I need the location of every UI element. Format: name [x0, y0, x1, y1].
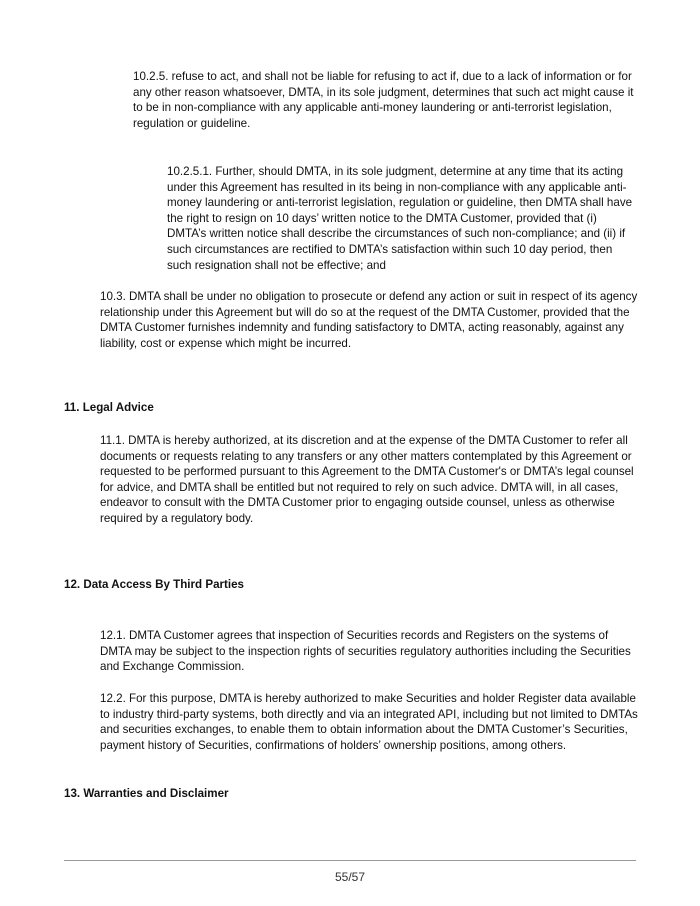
text-line: DMTA’s written notice shall describe the circumstances of such non-compliance; and (ii) if — [167, 227, 626, 241]
page-number: 55/57 — [334, 870, 366, 884]
text-line: relationship under this Agreement but will do so at the request of the DMTA Customer, provided that the — [100, 305, 630, 319]
text-line: DMTA may be subject to the inspection rights of securities regulatory authorities including the Securities — [100, 644, 631, 658]
text-line: endeavor to consult with the DMTA Customer prior to engaging outside counsel, unless as otherwise — [100, 496, 615, 510]
text-line: money laundering or anti-terrorist legislation, regulation or guideline, then DMTA shall have — [167, 196, 633, 210]
text-line: regulation or guideline. — [133, 116, 251, 130]
clause-12-1 — [100, 628, 631, 675]
text-line: 10.2.5. refuse to act, and shall not be liable for refusing to act if, due to a lack of information or for — [133, 70, 632, 83]
text-line: to industry third-party systems, both directly and via an integrated API, including but not limited to DMTAs — [100, 707, 638, 721]
text-line: 10.2.5.1. Further, should DMTA, in its sole judgment, determine at any time that its acting — [167, 165, 624, 178]
text-line: under this Agreement has resulted in its being in non-compliance with any applicable anti- — [167, 180, 627, 194]
text-line: such circumstances are rectified to DMTA’s satisfaction within such 10 day period, then — [167, 242, 613, 256]
text-line: and securities exchanges, to enable them to obtain information about the DMTA Customer’s Securities, — [100, 723, 628, 737]
clause-10-2-5-1 — [167, 164, 632, 273]
text-line: liability, cost or expense which might be incurred. — [100, 336, 352, 350]
text-line: the right to resign on 10 days’ written notice to the DMTA Customer, provided that (i) — [167, 211, 597, 225]
clause-10-3 — [100, 289, 637, 351]
text-line: any other reason whatsoever, DMTA, in its sole judgment, determines that such act might cause it — [133, 85, 634, 99]
clause-10-2-5 — [133, 69, 634, 131]
text-line: and Exchange Commission. — [100, 660, 245, 674]
text-line: DMTA Customer furnishes indemnity and funding satisfactory to DMTA, acting reasonably, against any — [100, 321, 624, 335]
section-heading-11: 11. Legal Advice — [64, 401, 154, 414]
footer-divider — [64, 860, 636, 861]
section-heading-12: 12. Data Access By Third Parties — [64, 578, 245, 591]
text-line: requested to be performed pursuant to this Agreement to the DMTA Customer's or DMTA’s legal counsel — [100, 465, 634, 479]
text-line: 12.2. For this purpose, DMTA is hereby authorized to make Securities and holder Register data available — [100, 692, 636, 705]
text-line: 11.1. DMTA is hereby authorized, at its discretion and at the expense of the DMTA Customer to refer all — [100, 434, 628, 447]
text-line: 10.3. DMTA shall be under no obligation to prosecute or defend any action or suit in respect of its agency — [100, 290, 638, 303]
text-line: for advice, and DMTA shall be entitled but not required to rely on such advice. DMTA will, in all cases, — [100, 480, 619, 494]
clause-12-2 — [100, 691, 638, 753]
text-line: required by a regulatory body. — [100, 511, 254, 525]
text-line: payment history of Securities, confirmations of holders’ ownership positions, among others. — [100, 738, 567, 752]
clause-11-1 — [100, 433, 634, 527]
text-line: documents or requests relating to any transfers or any other matters contemplated by this Agreement or — [100, 449, 632, 463]
text-line: to be in non-compliance with any applicable anti-money laundering or anti-terrorist legislation, — [133, 101, 612, 115]
section-heading-13: 13. Warranties and Disclaimer — [64, 787, 229, 800]
text-line: 12.1. DMTA Customer agrees that inspection of Securities records and Registers on the systems of — [100, 629, 609, 642]
text-line: such resignation shall not be effective; and — [167, 258, 386, 272]
